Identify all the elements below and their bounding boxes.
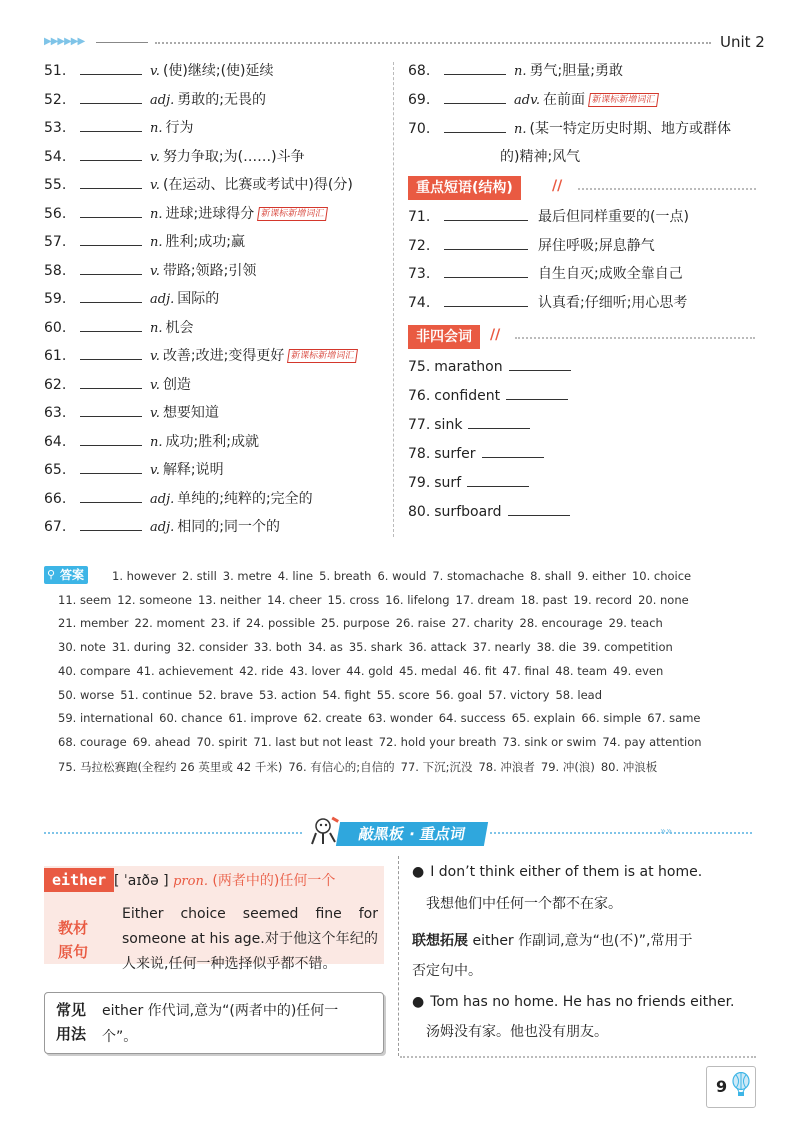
header-arrows: ▶▶▶▶▶▶ [44, 36, 85, 47]
answer-blank[interactable] [80, 205, 142, 218]
part-of-speech: v. [150, 149, 160, 165]
header-dotted-rule [155, 42, 711, 44]
answer-blank[interactable] [482, 445, 544, 458]
answer-entry: 40. compare [58, 663, 131, 678]
blackboard-title [336, 822, 488, 846]
answer-entry: 78. 冲浪者 [478, 759, 535, 774]
vocab-row [44, 376, 191, 395]
answer-entry: 7. stomachache [432, 569, 525, 583]
answer-blank[interactable] [467, 474, 529, 487]
answers-label [44, 566, 88, 584]
usage-label: 常见用法 [56, 1001, 87, 1043]
extension-text-1: either 作副词,意为“也(不)”,常用于 [472, 933, 693, 949]
answer-blank[interactable] [80, 262, 142, 275]
vocab-row [44, 518, 280, 537]
answer-entry: 21. member [58, 616, 129, 631]
answer-blank[interactable] [80, 461, 142, 474]
new-word-tag: 新课标新增词汇 [257, 207, 328, 221]
answer-entry: 79. 冲(浪) [540, 759, 595, 774]
answer-entry: 18. past [520, 592, 568, 607]
answer-entry: 51. continue [120, 687, 193, 702]
nonfour-heading-stripes: // [490, 327, 501, 343]
vocab-row [44, 233, 245, 252]
answer-entry: 34. as [307, 640, 343, 655]
answer-entry: 1. however [112, 569, 177, 583]
vocab-row [44, 490, 313, 509]
nonfour-row [408, 387, 568, 405]
item-number: 52. [44, 91, 67, 108]
answer-entry: 59. international [58, 711, 154, 726]
meaning: 在前面 [543, 92, 586, 108]
answer-blank[interactable] [80, 233, 142, 246]
example-1-en: I don’t think either of them is at home. [430, 864, 703, 880]
item-number: 55. [44, 177, 67, 193]
answer-entry: 76. 有信心的;自信的 [288, 759, 395, 774]
answer-entry: 23. if [210, 616, 240, 631]
page-number: 9 [716, 1077, 728, 1096]
answer-entry: 54. fight [322, 687, 371, 702]
vocab-row [408, 120, 731, 139]
answer-blank[interactable] [80, 62, 142, 75]
meaning: 单纯的;纯粹的;完全的 [177, 490, 313, 507]
meaning: 想要知道 [162, 405, 219, 421]
answer-entry: 50. worse [58, 687, 115, 702]
vocab-row [44, 461, 224, 480]
item-number: 69. [408, 92, 431, 108]
answer-entry: 45. medal [399, 663, 457, 678]
part-of-speech: v. [150, 377, 160, 393]
item-number: 56. [44, 205, 67, 222]
answer-entry: 65. explain [511, 711, 576, 726]
answer-entry: 44. gold [346, 663, 394, 678]
answer-entry: 66. simple [581, 711, 642, 726]
answer-blank[interactable] [80, 119, 142, 132]
header-rule [96, 42, 148, 43]
english-word: sink [434, 417, 463, 433]
answer-entry: 37. nearly [472, 640, 531, 655]
answer-entry: 20. none [638, 592, 689, 607]
meaning: 行为 [165, 120, 194, 136]
part-of-speech: n. [150, 434, 163, 450]
answer-entry: 31. during [111, 640, 171, 655]
english-word: confident [434, 388, 501, 404]
phrase-row [408, 265, 683, 283]
textbook-cn2: 的人来说,任何一种选择似乎都不错。 [122, 931, 379, 972]
column-divider [393, 62, 394, 537]
answer-blank[interactable] [80, 91, 142, 104]
item-number: 51. [44, 63, 67, 79]
vocab-row [44, 91, 266, 110]
item-number: 65. [44, 462, 67, 478]
answer-entry: 14. cheer [267, 592, 322, 607]
answer-entry: 61. improve [228, 711, 298, 726]
answer-entry: 60. chance [159, 711, 223, 726]
answers-label-text: 答案 [60, 568, 85, 582]
item-number: 59. [44, 291, 67, 307]
answer-entry: 22. moment [134, 616, 205, 631]
answer-entry: 32. consider [176, 640, 248, 655]
answer-entry: 29. teach [608, 616, 663, 631]
item-number: 77. [408, 417, 431, 433]
item-number: 76. [408, 388, 431, 404]
answer-entry: 30. note [58, 640, 106, 655]
phrase-meaning: 自生自灭;成败全靠自己 [538, 266, 683, 282]
headword: either [44, 868, 114, 892]
phrases-dotted-rule [578, 188, 756, 190]
meaning: 进球;进球得分 [165, 205, 255, 222]
answer-entry: 17. dream [455, 592, 515, 607]
meaning: 国际的 [177, 291, 220, 307]
answer-blank[interactable] [80, 290, 142, 303]
example-2: ● Tom has no home. He has no friends either. 汤姆没有家。他也没有朋友。 [412, 994, 735, 1040]
answer-entry: 72. hold your breath [378, 734, 497, 749]
phrase-meaning: 最后但同样重要的(一点) [538, 209, 689, 225]
nonfour-row [408, 503, 570, 521]
answer-entry: 10. choice [631, 569, 692, 583]
answer-entry: 35. shark [348, 640, 403, 655]
answer-blank[interactable] [506, 387, 568, 400]
item-number: 73. [408, 266, 431, 282]
key-icon: ⚲ [47, 568, 56, 581]
item-number: 75. [408, 359, 431, 375]
textbook-cn1: 对于他这个年纪 [264, 931, 365, 947]
answer-entry: 2. still [182, 569, 217, 583]
meaning: 胜利;成功;赢 [165, 234, 245, 250]
extension-text-2: 否定句中。 [412, 963, 482, 979]
answer-entry: 49. even [613, 663, 664, 678]
part-of-speech: n. [150, 320, 163, 336]
part-of-speech: adv. [514, 93, 541, 108]
usage-text-1: either 作代词,意为“(两者中的)任何一 [102, 1003, 339, 1019]
meaning: (使)继续;(使)延续 [162, 63, 274, 79]
footer-rule [400, 1056, 756, 1058]
answer-blank[interactable] [444, 62, 506, 75]
blackboard-line-right [490, 832, 752, 834]
item-number: 79. [408, 475, 431, 491]
answer-entry: 68. courage [58, 734, 127, 749]
answer-entry: 16. lifelong [385, 592, 450, 607]
answer-entry: 11. seem [58, 592, 112, 607]
phrase-row [408, 208, 689, 226]
vocab-row [44, 62, 274, 81]
answer-entry: 56. goal [435, 687, 483, 702]
meaning: 勇气;胆量;勇敢 [529, 63, 623, 79]
new-word-tag: 新课标新增词汇 [588, 93, 659, 107]
part-of-speech: n. [150, 235, 163, 250]
answer-entry: 41. achievement [136, 663, 234, 678]
vocab-row [44, 148, 305, 167]
headword-def [114, 870, 335, 890]
part-of-speech: n. [514, 122, 527, 137]
answer-entry: 77. 下沉;沉没 [400, 759, 473, 774]
blackboard-mascot-icon [306, 816, 340, 846]
answer-blank[interactable] [80, 319, 142, 332]
answer-entry: 28. encourage [519, 616, 603, 631]
answer-entry: 74. pay attention [602, 734, 702, 749]
item-number: 74. [408, 294, 431, 311]
answer-line [112, 569, 800, 583]
balloon-icon [732, 1072, 750, 1102]
answer-entry: 13. neither [197, 592, 262, 607]
answer-blank[interactable] [80, 518, 142, 531]
answer-entry: 69. ahead [132, 734, 191, 749]
answer-blank[interactable] [80, 176, 142, 189]
answer-entry: 70. spirit [196, 734, 248, 749]
answer-entry: 4. line [277, 569, 314, 583]
answer-entry: 8. shall [530, 569, 572, 583]
answer-line [58, 640, 758, 654]
item-number: 78. [408, 446, 431, 462]
part-of-speech: adj. [150, 292, 175, 307]
answer-line [58, 616, 758, 630]
answer-entry: 27. charity [451, 616, 514, 631]
vocab-row [44, 319, 194, 338]
part-of-speech: v. [150, 263, 160, 279]
usage-text [102, 998, 374, 1050]
answer-blank[interactable] [444, 91, 506, 104]
nonfour-row [408, 416, 530, 434]
english-word: marathon [434, 359, 503, 375]
phrases-heading-stripes: // [552, 178, 563, 194]
item-number: 53. [44, 120, 67, 136]
answer-entry: 39. competition [582, 640, 673, 655]
answer-entry: 12. someone [117, 592, 192, 607]
blackboard-title-text: 敲黑板 · 重点词 [357, 825, 467, 843]
phonetic: [ ˈaɪðə ] [114, 873, 169, 889]
answer-entry: 6. would [377, 569, 427, 583]
part-of-speech: adj. [150, 92, 175, 108]
answer-entry: 71. last but not least [253, 734, 373, 749]
meaning: 成功;胜利;成就 [165, 433, 259, 450]
answer-entry: 19. record [573, 592, 633, 607]
nonfour-dotted-rule [515, 337, 755, 339]
answer-entry: 52. brave [198, 687, 254, 702]
item-number: 58. [44, 262, 67, 279]
answer-entry: 57. victory [488, 687, 550, 702]
answer-blank[interactable] [509, 358, 571, 371]
meaning: 带路;领路;引领 [162, 262, 257, 279]
meaning: 相同的;同一个的 [177, 519, 280, 535]
phrase-row [408, 237, 655, 255]
answer-line [58, 735, 758, 749]
item-number: 70. [408, 121, 431, 137]
answer-blank[interactable] [80, 404, 142, 417]
answer-entry: 36. attack [408, 640, 467, 655]
item-number: 80. [408, 504, 431, 520]
answer-line [58, 688, 758, 702]
answer-blank[interactable] [80, 490, 142, 503]
answer-entry: 55. score [376, 687, 430, 702]
nonfour-heading: 非四会词 [408, 325, 480, 349]
phrase-meaning: 认真看;仔细听;用心思考 [538, 294, 688, 311]
part-of-speech: v. [150, 349, 160, 364]
part-of-speech: n. [514, 64, 527, 79]
meaning: 机会 [165, 319, 194, 336]
answer-line [58, 711, 758, 725]
answer-entry: 73. sink or swim [502, 734, 597, 749]
example-2-en: Tom has no home. He has no friends either. [430, 994, 735, 1010]
meaning: (某一特定历史时期、地方或群体 [529, 121, 731, 137]
item-number: 67. [44, 519, 67, 535]
textbook-sentence [122, 902, 378, 977]
item-number: 64. [44, 433, 67, 450]
nonfour-row [408, 474, 529, 492]
answer-entry: 75. 马拉松赛跑(全程约 26 英里或 42 千米) [58, 759, 283, 774]
meaning-continued: 的)精神;风气 [500, 149, 581, 165]
vocab-row [44, 290, 219, 309]
answer-entry: 47. final [502, 663, 550, 678]
vocab-row [408, 91, 658, 110]
vocab-row [44, 404, 219, 423]
answer-entry: 64. success [438, 711, 506, 726]
answer-blank[interactable] [80, 433, 142, 446]
answer-line [58, 759, 758, 775]
answer-entry: 26. raise [395, 616, 446, 631]
answer-blank[interactable] [444, 294, 528, 307]
item-number: 62. [44, 376, 67, 393]
item-number: 66. [44, 490, 67, 507]
answer-line [58, 593, 758, 607]
phrase-meaning: 屏住呼吸;屏息静气 [538, 237, 655, 254]
phrases-heading: 重点短语(结构) [408, 176, 521, 200]
example-1: ● I don’t think either of them is at home. 我想他们中任何一个都不在家。 [412, 864, 703, 912]
answer-entry: 33. both [253, 640, 302, 655]
answer-blank[interactable] [80, 376, 142, 389]
answer-entry: 15. cross [327, 592, 380, 607]
part-of-speech: adj. [150, 491, 175, 507]
part-of-speech: v. [150, 406, 160, 421]
answer-entry: 38. die [536, 640, 577, 655]
answer-entry: 3. metre [222, 569, 272, 583]
meaning: 解释;说明 [162, 462, 224, 478]
english-word: surfer [434, 446, 476, 462]
part-of-speech: v. [150, 64, 160, 79]
item-number: 71. [408, 209, 431, 225]
item-number: 72. [408, 237, 431, 254]
answer-entry: 62. create [303, 711, 362, 726]
answer-entry: 5. breath [319, 569, 372, 583]
blackboard-line-left [44, 832, 302, 834]
blackboard-arrows: »» [660, 826, 673, 837]
answer-entry: 80. 冲浪板 [600, 759, 658, 774]
part-of-speech: v. [150, 178, 160, 193]
answer-entry: 48. team [555, 663, 608, 678]
item-number: 60. [44, 319, 67, 336]
meaning: (在运动、比赛或考试中)得(分) [162, 177, 353, 193]
answer-blank[interactable] [80, 347, 142, 360]
answer-entry: 43. lover [289, 663, 341, 678]
vocab-row [44, 262, 256, 281]
nonfour-row [408, 358, 571, 376]
meaning: 努力争取;为(……)斗争 [162, 148, 305, 165]
english-word: surfboard [434, 504, 502, 520]
vocab-row [44, 119, 194, 138]
example-2-cn: 汤姆没有家。他也没有朋友。 [426, 1024, 608, 1040]
vocab-row [44, 205, 327, 224]
answer-blank[interactable] [444, 265, 528, 278]
meaning: 勇敢的;无畏的 [177, 91, 266, 108]
example-1-cn: 我想他们中任何一个都不在家。 [426, 896, 622, 912]
item-number: 68. [408, 63, 431, 79]
new-word-tag: 新课标新增词汇 [287, 349, 358, 363]
textbook-label: 教材原句 [58, 919, 89, 961]
answer-entry: 46. fit [462, 663, 497, 678]
answer-entry: 67. same [647, 711, 701, 726]
item-number: 57. [44, 234, 67, 250]
answer-blank[interactable] [444, 120, 506, 133]
item-number: 63. [44, 405, 67, 421]
part-of-speech: n. [150, 121, 163, 136]
answer-line [58, 664, 758, 678]
extension-label: 联想拓展 [412, 933, 468, 949]
english-word: surf [434, 475, 462, 491]
answer-entry: 63. wonder [367, 711, 433, 726]
headword-meaning: (两者中的)任何一个 [212, 873, 336, 889]
meaning: 改善;改进;变得更好 [162, 348, 285, 364]
usage-text-2: 个”。 [102, 1029, 138, 1045]
part-of-speech: n. [150, 206, 163, 222]
vocab-row [44, 176, 353, 195]
vocab-row [44, 347, 357, 366]
answer-blank[interactable] [444, 208, 528, 221]
part-of-speech: v. [150, 463, 160, 478]
textbook-en: Either choice seemed fine for someone at his age. [122, 906, 378, 947]
blackboard-divider [398, 856, 399, 1056]
unit-label: Unit 2 [720, 33, 765, 51]
answer-blank[interactable] [80, 148, 142, 161]
item-number: 61. [44, 348, 67, 364]
item-number: 54. [44, 148, 67, 165]
vocab-row [408, 62, 623, 81]
answer-entry: 58. lead [555, 687, 602, 702]
answer-blank[interactable] [444, 237, 528, 250]
answer-entry: 25. purpose [321, 616, 390, 631]
answer-entry: 9. either [577, 569, 626, 583]
answer-blank[interactable] [508, 503, 570, 516]
vocab-row [44, 433, 259, 452]
headword-pos: pron. [173, 874, 208, 889]
answer-entry: 42. ride [239, 663, 284, 678]
nonfour-row [408, 445, 544, 463]
answer-entry: 24. possible [246, 616, 316, 631]
meaning: 创造 [162, 376, 191, 393]
answer-blank[interactable] [468, 416, 530, 429]
phrase-row [408, 294, 687, 312]
part-of-speech: adj. [150, 520, 175, 535]
extension [412, 926, 752, 986]
answer-entry: 53. action [259, 687, 317, 702]
